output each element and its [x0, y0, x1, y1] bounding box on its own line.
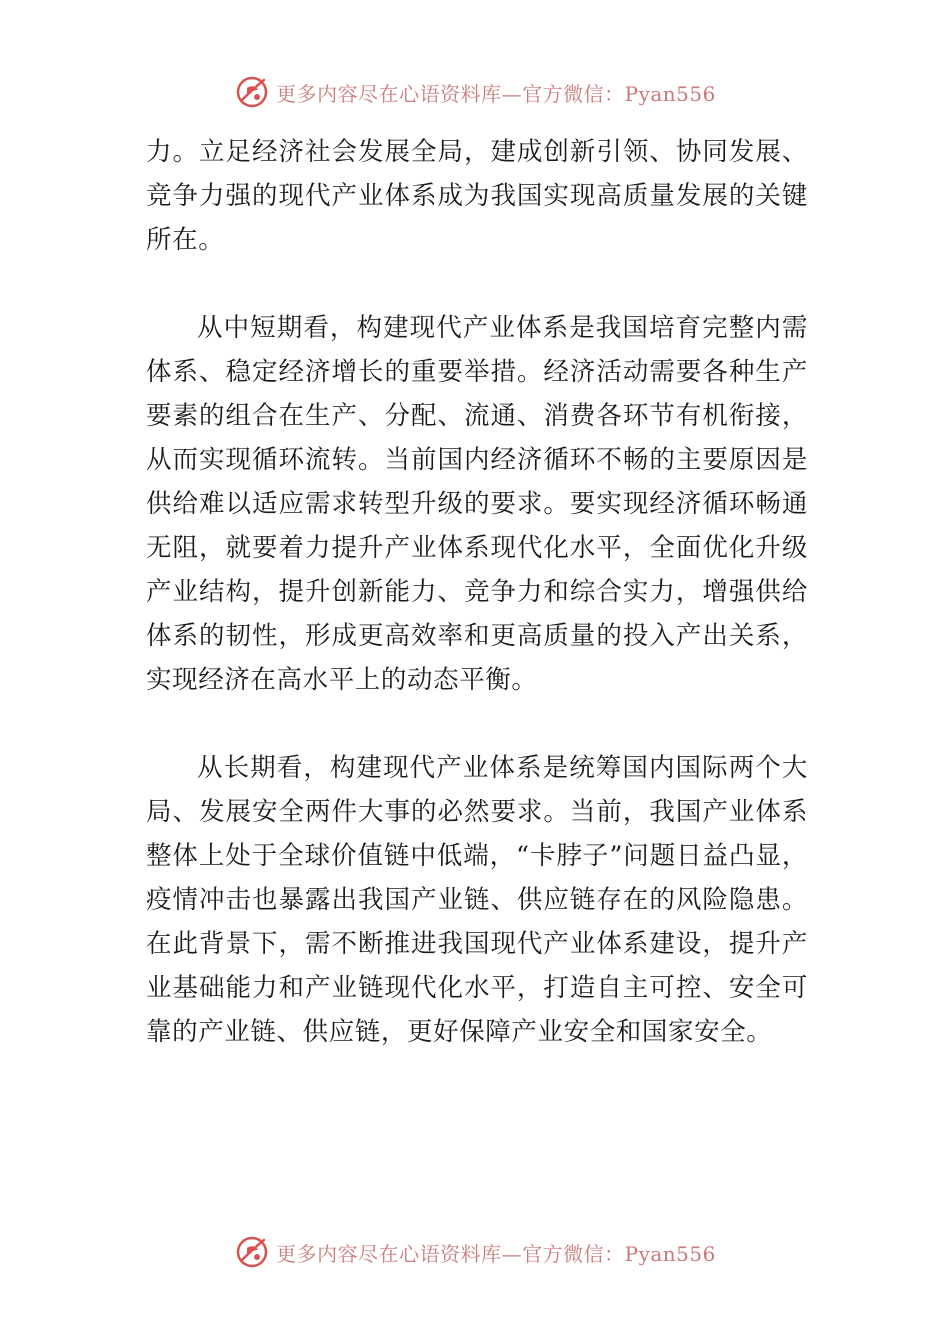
footer-banner — [0, 1232, 950, 1272]
paragraph-3: 从长期看，构建现代产业体系是统筹国内国际两个大局、发展安全两件大事的必然要求。当前，我国产业体系整体上处于全球价值链中低端，“卡脖子”问题日益凸显，疫情冲击也暴露出我国产业链、供应链存在的风险隐患。在此背景下，需不断推进我国现代产业体系建设，提升产业基础能力和产业链现代化水平，打造自主可控、安全可靠的产业链、供应链，更好保障产业安全和国家安全。 — [146, 753, 808, 1047]
header-banner — [0, 72, 950, 112]
paragraph-2: 从中短期看，构建现代产业体系是我国培育完整内需体系、稳定经济增长的重要举措。经济活动需要各种生产要素的组合在生产、分配、流通、消费各环节有机衔接，从而实现循环流转。当前国内经济循环不畅的主要原因是供给难以适应需求转型升级的要求。要实现经济循环畅通无阻，就要着力提升产业体系现代化水平，全面优化升级产业结构，提升创新能力、竞争力和综合实力，增强供给体系的韧性，形成更高效率和更高质量的投入产出关系，实现经济在高水平上的动态平衡。 — [146, 313, 808, 695]
brand-logo-icon — [234, 1234, 270, 1270]
paragraph-1: 力。立足经济社会发展全局，建成创新引领、协同发展、竞争力强的现代产业体系成为我国实现高质量发展的关键所在。 — [146, 137, 808, 255]
header-banner-text: 更多内容尽在心语资料库—官方微信：Pyan556 — [276, 81, 716, 106]
footer-banner-text: 更多内容尽在心语资料库—官方微信：Pyan556 — [276, 1241, 716, 1266]
paragraph-gap — [146, 702, 808, 746]
brand-logo-icon — [234, 74, 270, 110]
document-body — [146, 130, 808, 1054]
paragraph-gap — [146, 262, 808, 306]
